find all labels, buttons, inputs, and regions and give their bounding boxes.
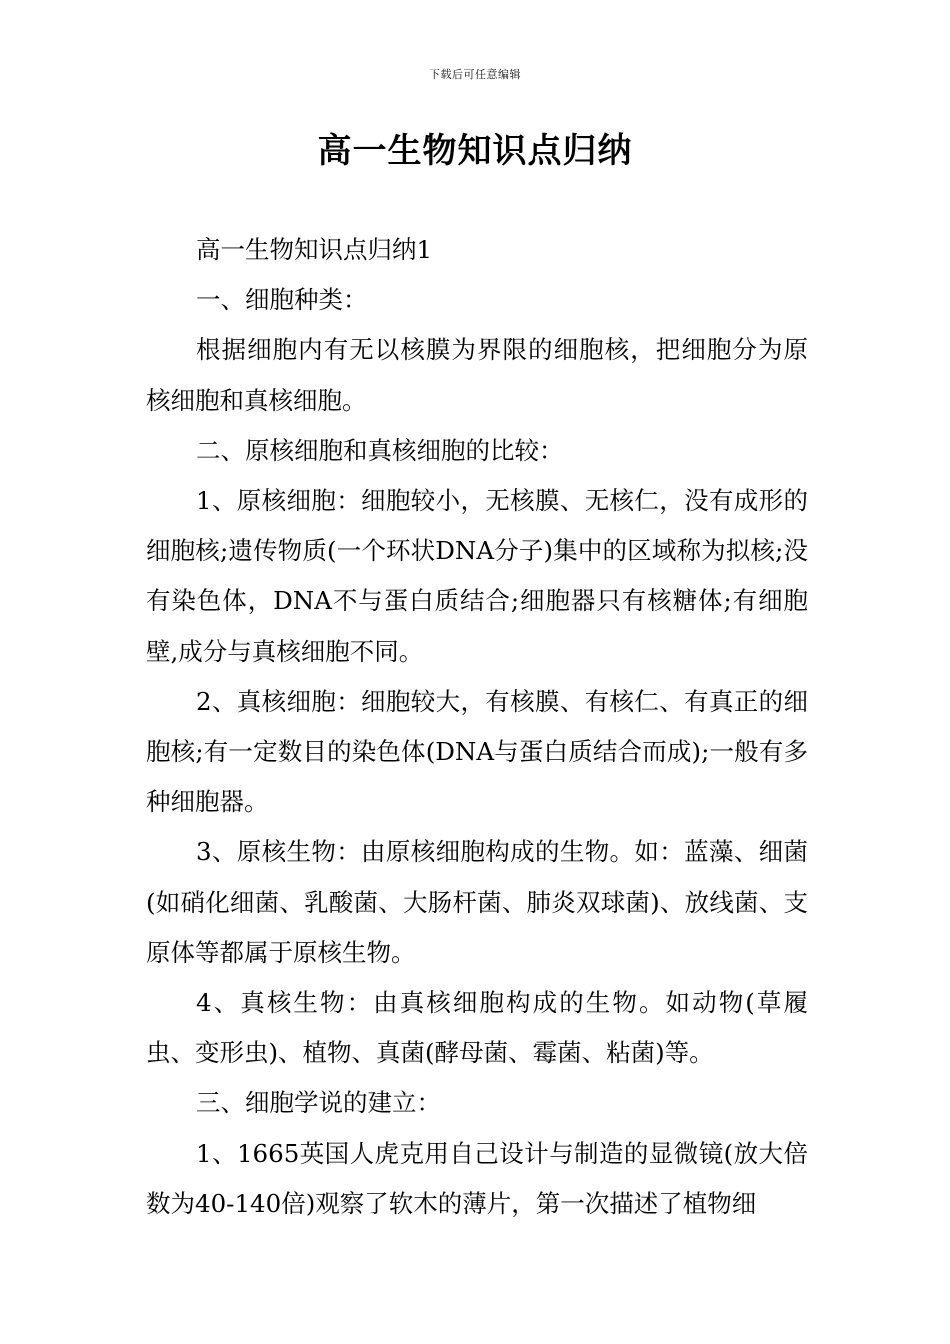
body-paragraph: 根据细胞内有无以核膜为界限的细胞核，把细胞分为原核细胞和真核细胞。 [146, 335, 808, 415]
document-body [146, 225, 808, 1229]
section-heading: 一、细胞种类： [196, 285, 368, 315]
section-heading: 二、原核细胞和真核细胞的比较： [196, 435, 564, 465]
section-heading: 三、细胞学说的建立： [196, 1088, 441, 1118]
section-heading: 高一生物知识点归纳1 [196, 235, 433, 264]
body-paragraph: 1、原核细胞：细胞较小，无核膜、无核仁，没有成形的细胞核;遗传物质(一个环状DNA分子)集中的区域称为拟核;没有染色体，DNA不与蛋白质结合;细胞器只有核糖体;有细胞壁,成分与真核细胞不同。 [146, 486, 808, 666]
header-note: 下载后可任意编辑 [429, 68, 521, 81]
document-title: 高一生物知识点归纳 [317, 131, 633, 171]
body-paragraph: 4、真核生物：由真核细胞构成的生物。如动物(草履虫、变形虫)、植物、真菌(酵母菌、霉菌、粘菌)等。 [146, 988, 808, 1068]
body-paragraph: 1、1665英国人虎克用自己设计与制造的显微镜(放大倍数为40-140倍)观察了软木的薄片，第一次描述了植物细 [146, 1138, 808, 1218]
body-paragraph: 3、原核生物：由原核细胞构成的生物。如：蓝藻、细菌(如硝化细菌、乳酸菌、大肠杆菌、肺炎双球菌)、放线菌、支原体等都属于原核生物。 [146, 837, 808, 967]
body-paragraph: 2、真核细胞：细胞较大，有核膜、有核仁、有真正的细胞核;有一定数目的染色体(DNA与蛋白质结合而成);一般有多种细胞器。 [146, 686, 808, 817]
